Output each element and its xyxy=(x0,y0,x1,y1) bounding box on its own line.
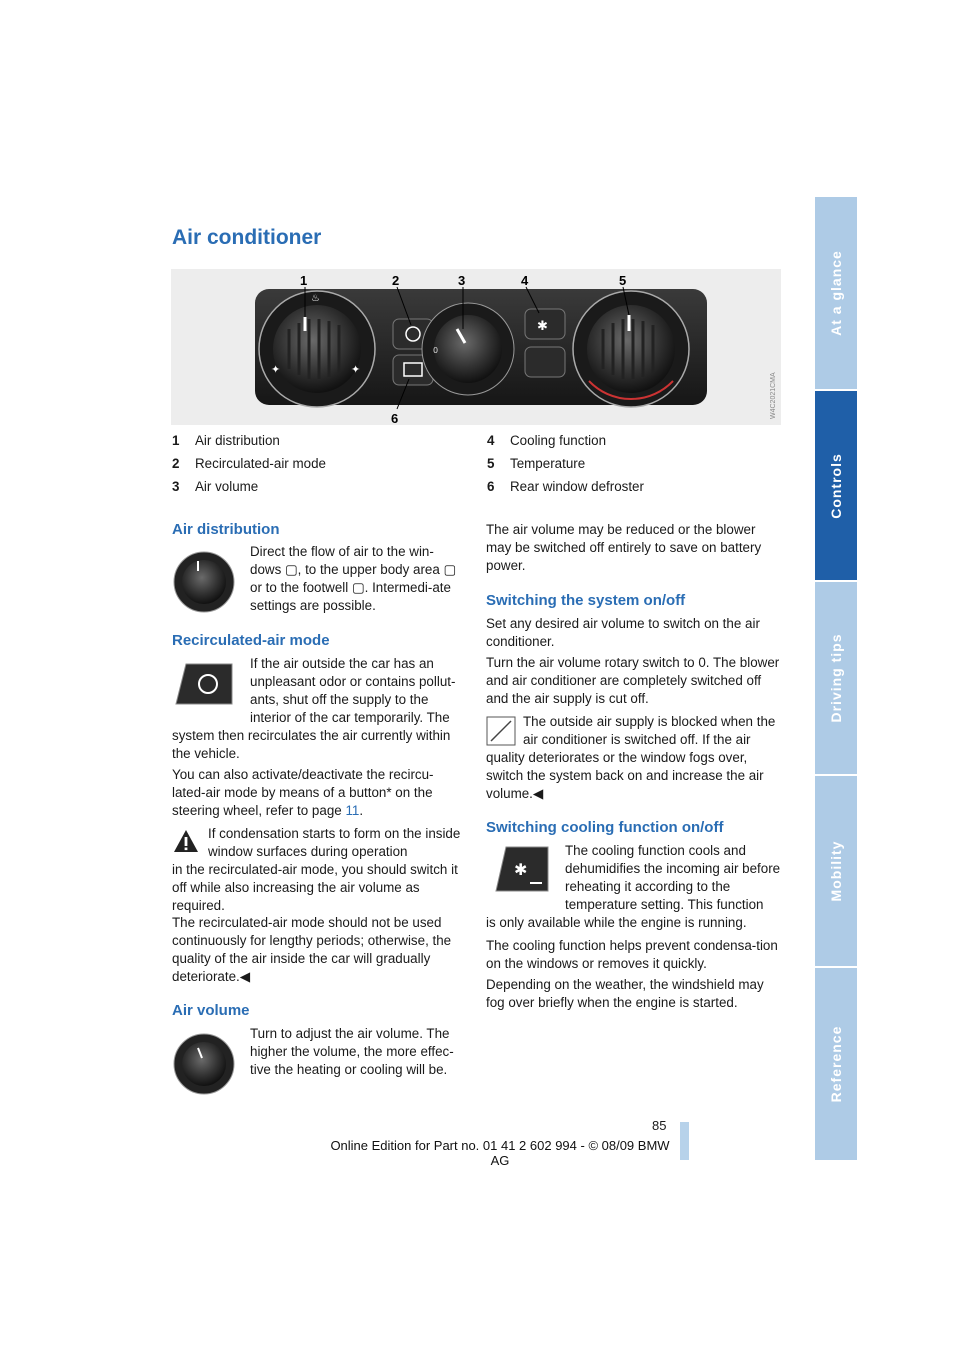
switching-system-text-1: Set any desired air volume to switch on the air conditioner. xyxy=(486,616,760,649)
figure-code: W4C2021CMA xyxy=(770,372,777,419)
cooling-text-2: The cooling function helps prevent condensa-tion on the windows or removes it quickly. xyxy=(486,938,778,971)
callout-4: 4 xyxy=(521,273,529,288)
callout-3: 3 xyxy=(458,273,466,288)
warning-text-a: If condensation starts to form on the inside window surfaces during operation xyxy=(208,826,461,859)
tab-label: Controls xyxy=(828,452,844,519)
tab-mobility[interactable] xyxy=(815,776,857,966)
control-panel-illustration xyxy=(171,269,781,425)
warning-text-c: The recirculated-air mode should not be used continuously for lengthy periods; otherwise, the quality of the air inside the car will gradually deteriorate.◀ xyxy=(172,915,452,984)
cooling-text-3: Depending on the weather, the windshield may fog over briefly when the engine is started. xyxy=(486,977,764,1010)
svg-text:♨: ♨ xyxy=(311,293,320,304)
figure-legend-right xyxy=(487,429,644,498)
svg-text:✦: ✦ xyxy=(271,363,281,376)
air-distribution-knob-image xyxy=(172,547,236,617)
recirculated-air-steering-text: You can also activate/deactivate the recircu-lated-air mode by means of a button* on the steering wheel, refer to page 11. xyxy=(172,767,434,818)
page-link-11[interactable]: 11 xyxy=(345,803,360,818)
heading-switching-cooling: Switching cooling function on/off xyxy=(486,819,724,836)
legend-item: 4 Cooling function xyxy=(487,433,607,448)
legend-item: 2 Recirculated-air mode xyxy=(172,456,326,471)
recirculated-air-text-b: system then recirculates the air currently within the vehicle. xyxy=(172,728,451,761)
air-distribution-text: Direct the flow of air to the win-dows ▢, to the upper body area ▢ or to the footwell ▢. Intermedi-ate settings are possible. xyxy=(250,544,457,613)
cooling-text-b: is only available while the engine is running. xyxy=(486,915,747,930)
tab-reference[interactable] xyxy=(815,968,857,1160)
tab-controls[interactable] xyxy=(815,391,857,580)
callout-1: 1 xyxy=(300,273,308,288)
heading-air-distribution: Air distribution xyxy=(172,521,280,538)
legend-item: 3 Air volume xyxy=(172,479,259,494)
callout-6: 6 xyxy=(391,411,399,425)
note-icon xyxy=(486,716,516,746)
cooling-text-a: The cooling function cools and dehumidifies the incoming air before reheating it according to the temperature setting. This function xyxy=(565,843,781,912)
tab-label: At a glance xyxy=(828,250,844,336)
heading-switching-system: Switching the system on/off xyxy=(486,592,686,609)
callout-5: 5 xyxy=(619,273,627,288)
tab-label: Mobility xyxy=(828,840,844,902)
tab-label: Driving tips xyxy=(828,633,844,723)
legend-item: 6 Rear window defroster xyxy=(487,479,644,494)
page-title: Air conditioner xyxy=(172,226,322,249)
heading-recirculated-air: Recirculated-air mode xyxy=(172,632,330,649)
cooling-button-image xyxy=(492,845,554,893)
recirculated-air-button-image xyxy=(172,660,236,708)
air-conditioner-figure xyxy=(171,269,781,425)
legend-item: 5 Temperature xyxy=(487,456,586,471)
note-text-b: quality deteriorates or the window fogs over, switch the system back on and increase the air volume.◀ xyxy=(486,750,764,801)
svg-text:✱: ✱ xyxy=(537,319,548,334)
warning-text-b: in the recirculated-air mode, you should switch it off while also increasing the air volume as required. xyxy=(172,862,458,913)
switching-system-text-2: Turn the air volume rotary switch to 0. The blower and air conditioner are completely switched off and the air supply is cut off. xyxy=(486,655,780,706)
note-text-a: The outside air supply is blocked when the air conditioner is switched off. If the air xyxy=(523,714,776,747)
svg-text:✦: ✦ xyxy=(351,363,361,376)
air-volume-text: Turn to adjust the air volume. The higher the volume, the more effec-tive the heating or cooling will be. xyxy=(250,1026,454,1077)
recirculated-air-text-a: If the air outside the car has an unpleasant odor or contains pollut-ants, shut off the supply to the interior of the car temporarily. The xyxy=(250,656,456,725)
svg-text:✱: ✱ xyxy=(514,860,528,879)
tab-at-a-glance[interactable] xyxy=(815,197,857,389)
tab-driving-tips[interactable] xyxy=(815,582,857,774)
tab-label: Reference xyxy=(828,1025,844,1103)
callout-2: 2 xyxy=(392,273,400,288)
footer-text: Online Edition for Part no. 01 41 2 602 994 - © 08/09 BMW AG xyxy=(330,1138,670,1168)
page-marker xyxy=(680,1122,689,1160)
air-volume-battery-text: The air volume may be reduced or the blower may be switched off entirely to save on battery power. xyxy=(486,522,762,573)
air-volume-knob-image xyxy=(172,1030,236,1098)
warning-icon xyxy=(172,828,200,854)
figure-legend-left xyxy=(172,429,326,498)
legend-item: 1 Air distribution xyxy=(172,433,280,448)
heading-air-volume: Air volume xyxy=(172,1002,250,1019)
page-number: 85 xyxy=(652,1118,667,1133)
dial-zero-label: 0 xyxy=(433,346,439,355)
